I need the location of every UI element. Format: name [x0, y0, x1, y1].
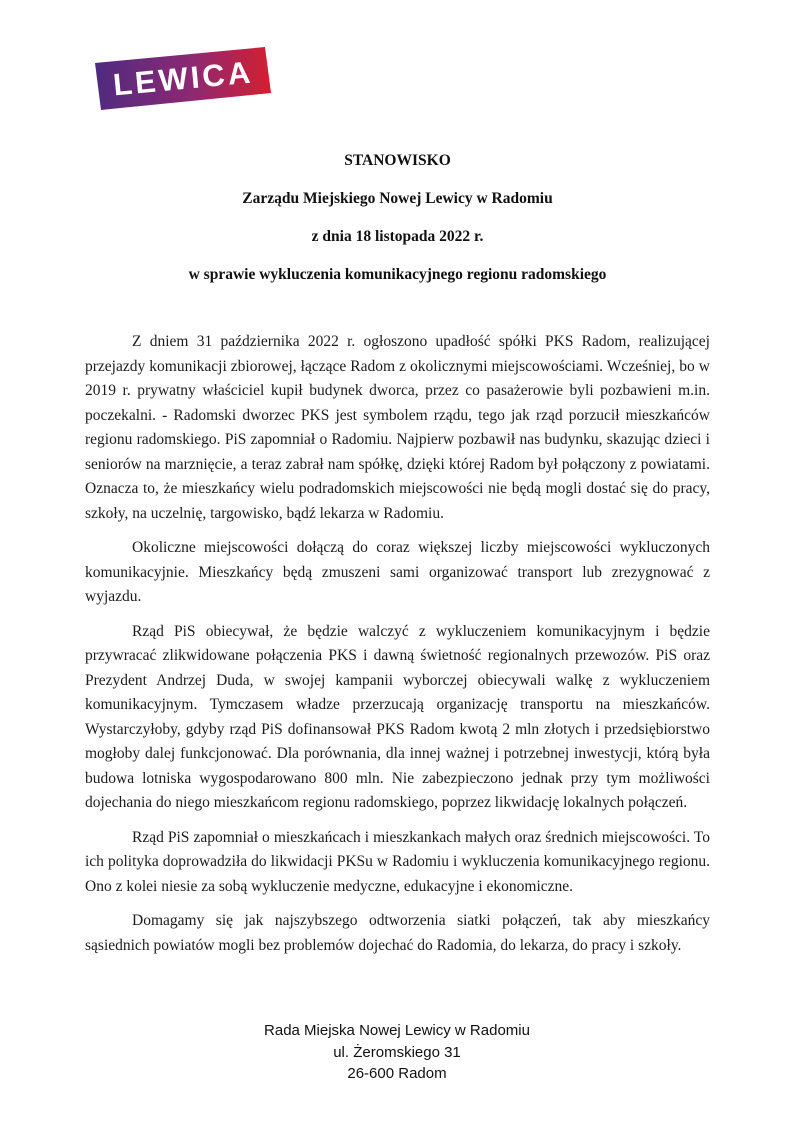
heading-date: z dnia 18 listopada 2022 r.: [311, 228, 484, 245]
heading-issuer: Zarządu Miejskiego Nowej Lewicy w Radomiu: [242, 190, 553, 207]
paragraph-3: Rząd PiS obiecywał, że będzie walczyć z wykluczeniem komunikacyjnym i będzie przywracać zlikwidowane połączenia PKS i dawną świetność regionalnych przewozów. PiS oraz Prezydent Andrzej Duda, w swojej kampanii wyborczej obiecywali walkę z wykluczeniem komunikacyjnym. Tymczasem władze przerzucają organizację transportu na mieszkańców. Wystarczyłoby, gdyby rząd PiS dofinansował PKS Radom kwotą 2 mln złotych i przedsiębiorstwo mogłoby dalej funkcjonować. Dla porównania, dla innej ważnej i potrzebnej inwestycji, którą była budowa lotniska wygospodarowano 800 mln. Nie zabezpieczono jednak przy tym możliwości dojechania do niego mieszkańcom regionu radomskiego, poprzez likwidację lokalnych połączeń.: [85, 622, 710, 811]
document-title: STANOWISKO: [344, 152, 451, 169]
footer-org-name: Rada Miejska Nowej Lewicy w Radomiu: [264, 1022, 530, 1039]
document-headings: [85, 142, 710, 294]
paragraph-1: Z dniem 31 października 2022 r. ogłoszono upadłość spółki PKS Radom, realizującej przejazdy komunikacji zbiorowej, łączące Radom z okolicznymi miejscowościami. Wcześniej, bo w 2019 r. prywatny właściciel kupił budynek dworca, przez co pasażerowie byli pozbawieni m.in. poczekalni. - Radomski dworzec PKS jest symbolem rządu, tego jak rząd porzucił mieszkańców regionu radomskiego. PiS zapomniał o Radomiu. Najpierw pozbawił nas budynku, skazując dzieci i seniorów na marznięcie, a teraz zabrał nam spółkę, dzięki której Radom był połączony z powiatami. Oznacza to, że mieszkańcy wielu podradomskich miejscowości nie będą mogli dostać się do pracy, szkoły, na uczelnię, targowisko, bądź lekarza w Radomiu.: [85, 333, 710, 522]
heading-subject: w sprawie wykluczenia komunikacyjnego regionu radomskiego: [188, 266, 607, 283]
footer-address: [0, 1020, 794, 1085]
lewica-logo: [73, 30, 293, 125]
document-body: [85, 330, 710, 968]
footer-street: ul. Żeromskiego 31: [333, 1043, 461, 1061]
lewica-logo-graphic: [73, 30, 293, 125]
paragraph-2: Okoliczne miejscowości dołączą do coraz większej liczby miejscowości wykluczonych komunikacyjnie. Mieszkańcy będą zmuszeni sami organizować transport lub zrezygnować z wyjazdu.: [85, 539, 710, 605]
footer-city: 26-600 Radom: [347, 1065, 447, 1082]
paragraph-4: Rząd PiS zapomniał o mieszkańcach i mieszkankach małych oraz średnich miejscowości. To ich polityka doprowadziła do likwidacji PKSu w Radomiu i wykluczenia komunikacyjnego regionu. Ono z kolei niesie za sobą wykluczenie medyczne, edukacyjne i ekonomiczne.: [85, 828, 710, 895]
paragraph-5: Domagamy się jak najszybszego odtworzenia siatki połączeń, tak aby mieszkańcy sąsiednich powiatów mogli bez problemów dojechać do Radomia, do lekarza, do pracy i szkoły.: [85, 912, 710, 954]
logo-text: LEWICA: [111, 54, 255, 103]
